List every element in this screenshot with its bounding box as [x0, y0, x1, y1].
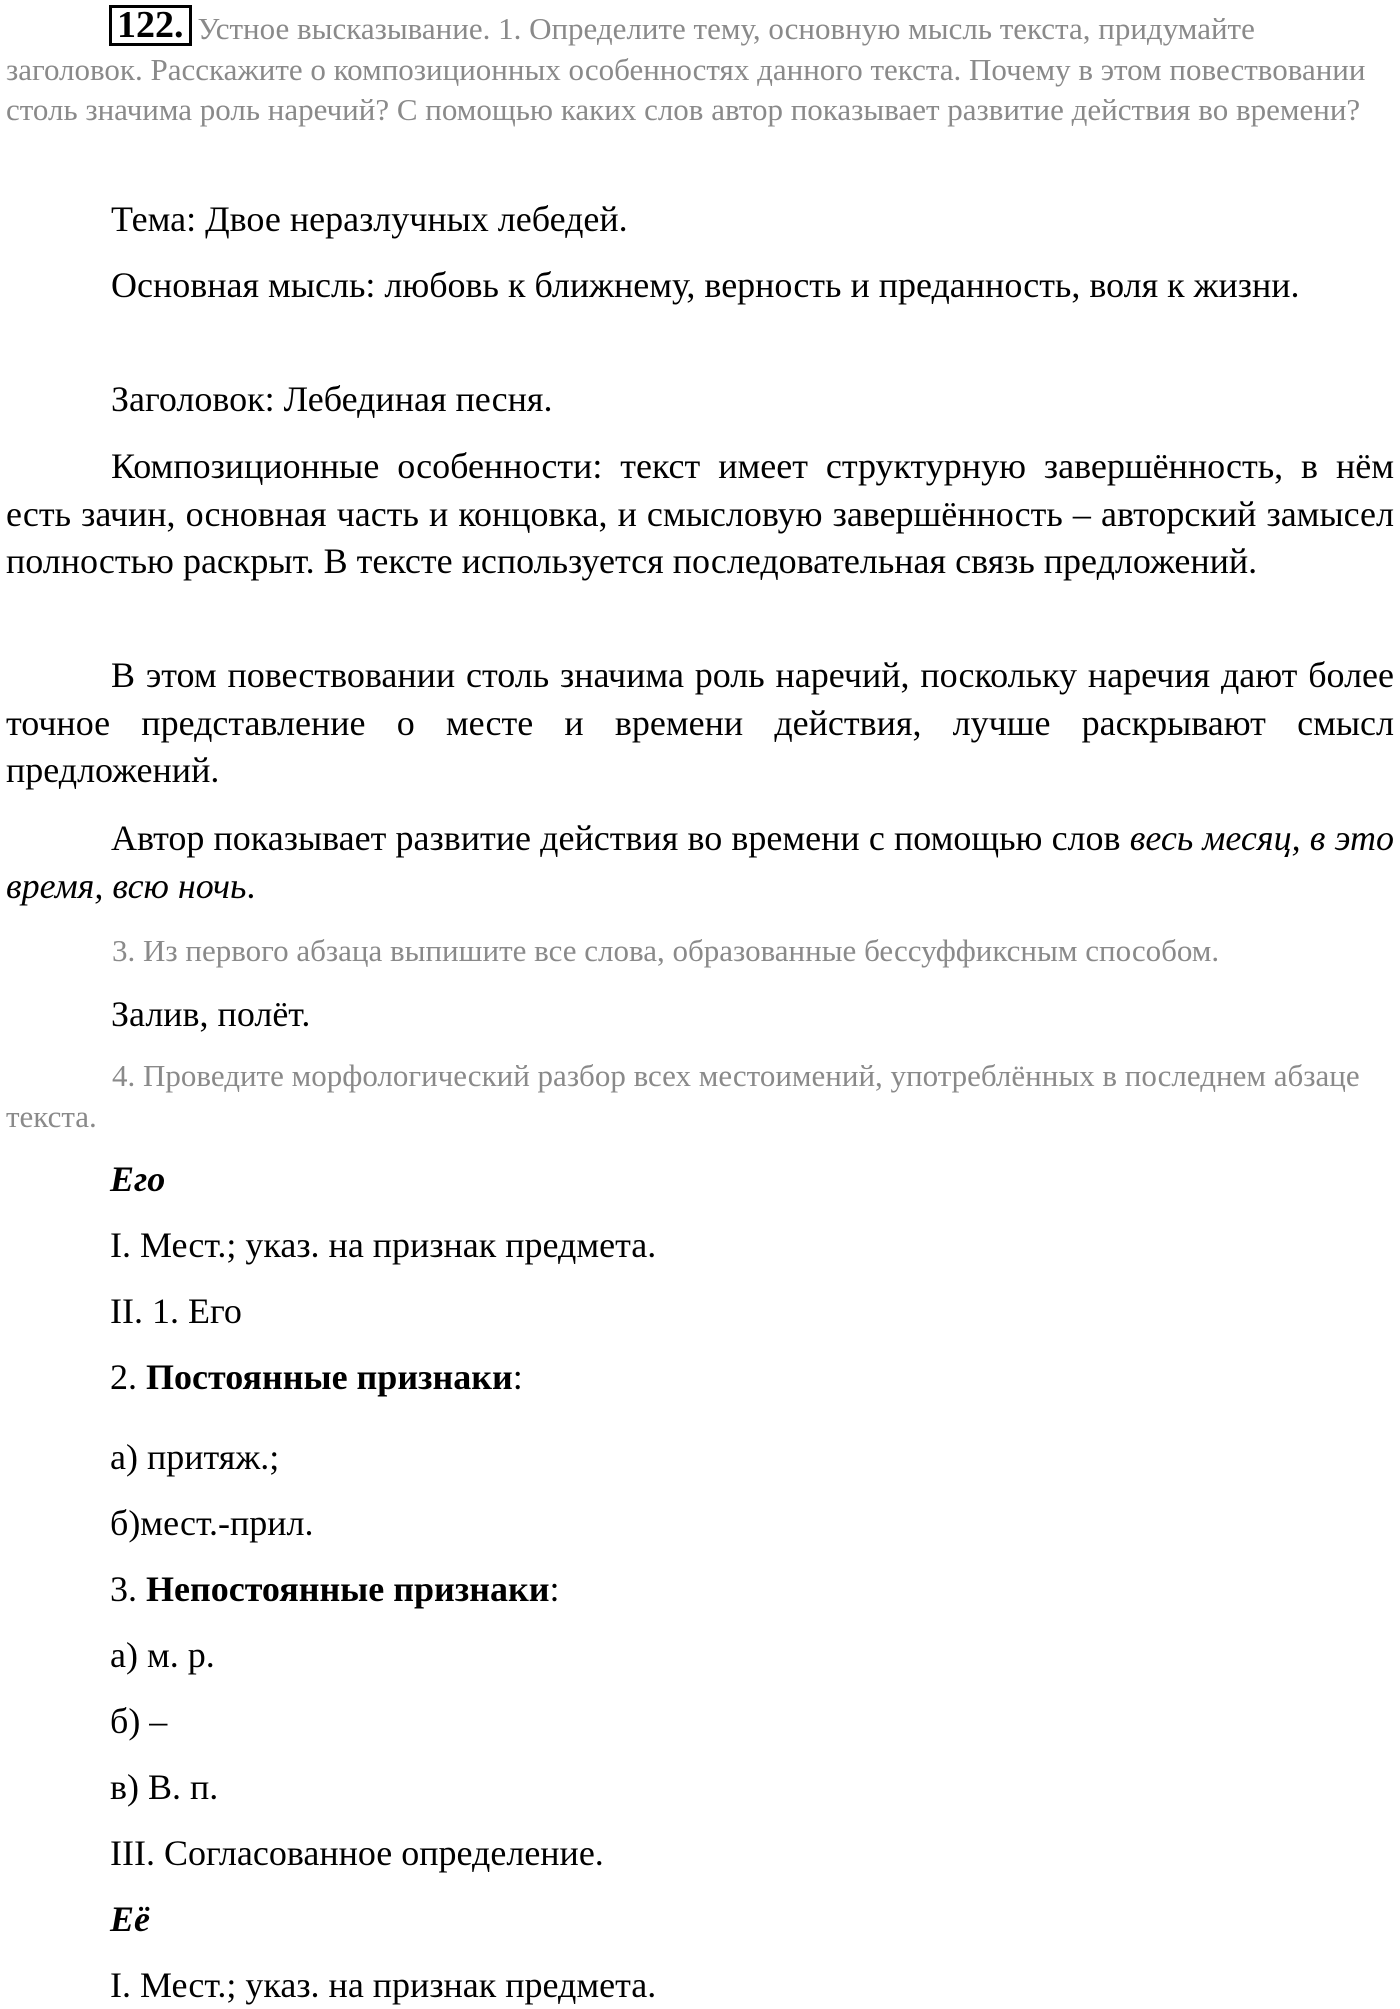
task-number: 122. [109, 5, 192, 46]
task-122-prompt [6, 5, 1396, 131]
ego-nonconstant-features [110, 1566, 560, 1613]
ego-feature-b1: б)мест.-прил. [110, 1503, 314, 1543]
task-4-prompt: 4. Проведите морфологический разбор всех местоимений, употреблённых в последнем абзаце текста. [6, 1058, 1360, 1134]
pronoun-ee-heading: Её [110, 1899, 150, 1939]
ego-feature-v2: в) В. п. [110, 1767, 219, 1807]
nonconst-label: Непостоянные признаки [146, 1569, 550, 1609]
const-label: Постоянные признаки [146, 1357, 513, 1397]
const-colon: : [512, 1357, 523, 1397]
task-3-prompt: 3. Из первого абзаца выпишите все слова, образованные бессуффиксным способом. [112, 933, 1220, 968]
ego-feature-a1: а) притяж.; [110, 1437, 280, 1477]
answer-adverbs: В этом повествовании столь значима роль наречий, поскольку наречия дают более точное представление о месте и времени действия, лучше раскрывают смысл предложений. [6, 655, 1394, 790]
nonconst-colon: : [549, 1569, 560, 1609]
ee-part-i: I. Мест.; указ. на признак предмета. [110, 1965, 657, 2005]
time-words-end: . [246, 865, 256, 906]
nonconst-num: 3. [110, 1569, 146, 1609]
ego-part-ii: II. 1. Его [110, 1291, 242, 1331]
answer-theme: Тема: Двое неразлучных лебедей. [111, 199, 628, 239]
ego-feature-b2: б) – [110, 1701, 168, 1741]
answer-composition: Композиционные особенности: текст имеет структурную завершённость, в нём есть зачин, основная часть и концовка, и смысловую завершённость – авторский замысел полностью раскрыт. В тексте используется последовательная связь предложений. [6, 446, 1394, 581]
pronoun-ego-heading: Его [110, 1159, 166, 1199]
answer-time-words [6, 815, 1394, 910]
time-words-lead: Автор показывает развитие действия во времени с помощью слов [111, 818, 1130, 858]
task-intro-text: Устное высказывание. 1. Определите тему, основную мысль текста, придумайте заголовок. Расскажите о композиционных особенностях данного текста. Почему в этом повествовании столь значима роль наречий? С помощью каких слов автор показывает развитие действия во времени? [6, 11, 1366, 127]
ego-feature-a2: а) м. р. [110, 1635, 215, 1675]
time-words-examples: весь месяц, в это время, всю ночь [6, 818, 1394, 906]
ego-part-i: I. Мест.; указ. на признак предмета. [110, 1225, 657, 1265]
answer-title: Заголовок: Лебединая песня. [111, 379, 553, 419]
ego-constant-features [110, 1354, 523, 1401]
task-3-answer: Залив, полёт. [111, 994, 311, 1034]
answer-main-idea: Основная мысль: любовь к ближнему, верность и преданность, воля к жизни. [111, 265, 1300, 305]
const-num: 2. [110, 1357, 146, 1397]
ego-part-iii: III. Согласованное определение. [110, 1833, 604, 1873]
